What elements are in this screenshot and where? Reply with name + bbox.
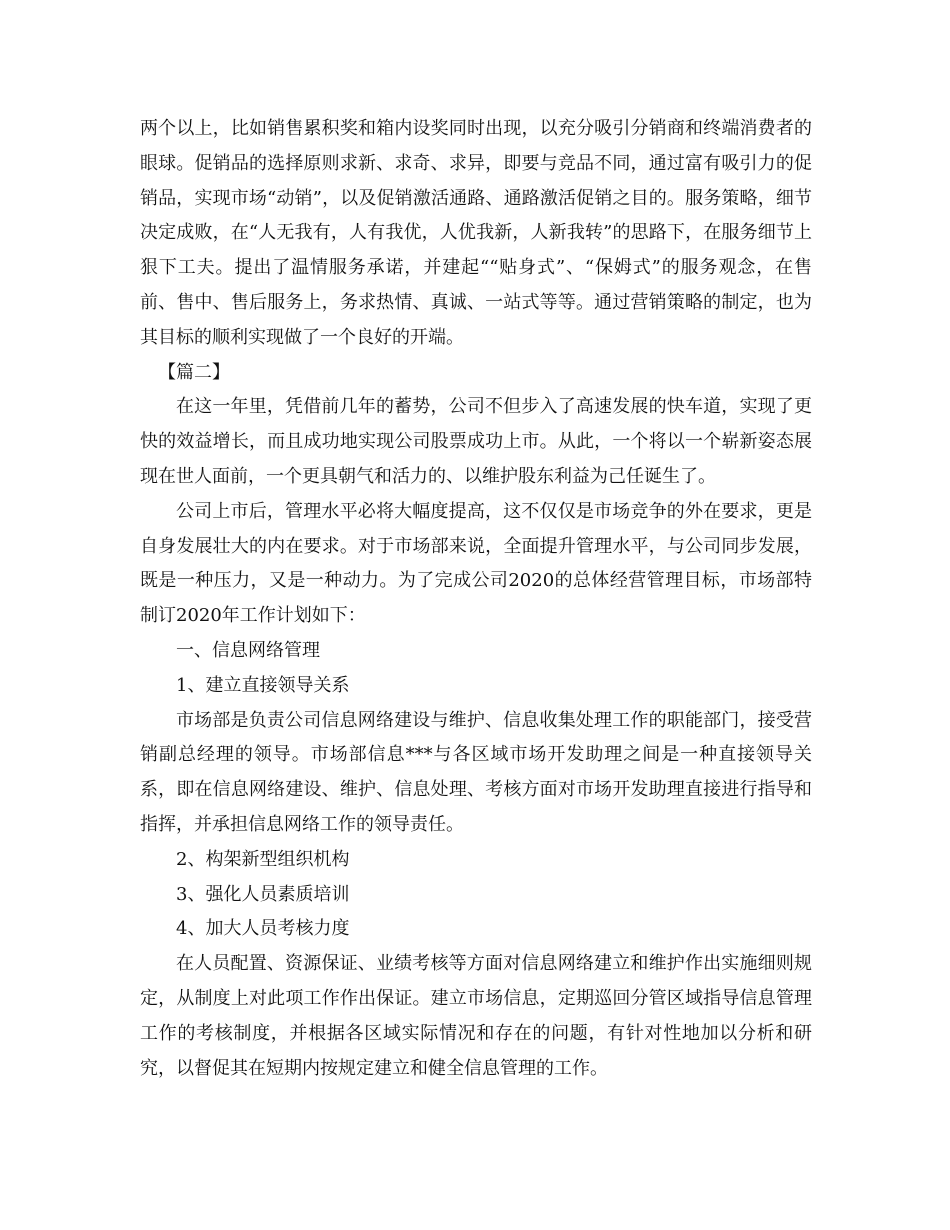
list-item-heading: 2、构架新型组织机构 <box>176 848 350 870</box>
document-body <box>140 112 812 1086</box>
list-item-heading: 一、信息网络管理 <box>176 639 320 661</box>
paragraph: 在人员配置、资源保证、业绩考核等方面对信息网络建立和维护作出实施细则规定，从制度上对此项工作作出保证。建立市场信息，定期巡回分管区域指导信息管理工作的考核制度，并根据各区域实际情况和存在的问题，有针对性地加以分析和研究，以督促其在短期内按规定建立和健全信息管理的工作。 <box>140 953 812 1079</box>
list-item-heading: 1、建立直接领导关系 <box>176 674 350 696</box>
list-item-heading: 4、加大人员考核力度 <box>176 918 350 940</box>
list-item-heading: 3、强化人员素质培训 <box>176 883 350 905</box>
section-heading: 【篇二】 <box>158 361 230 383</box>
paragraph: 市场部是负责公司信息网络建设与维护、信息收集处理工作的职能部门，接受营销副总经理的领导。市场部信息***与各区域市场开发助理之间是一种直接领导关系，即在信息网络建设、维护、信息处理、考核方面对市场开发助理直接进行指导和指挥，并承担信息网络工作的领导责任。 <box>140 709 812 835</box>
paragraph-continued: 两个以上，比如销售累积奖和箱内设奖同时出现，以充分吸引分销商和终端消费者的眼球。促销品的选择原则求新、求奇、求异，即要与竞品不同，通过富有吸引力的促销品，实现市场“动销”，以及促销激活通路、通路激活促销之目的。服务策略，细节决定成败，在“人无我有，人有我优，人优我新，人新我转”的思路下，在服务细节上狠下工夫。提出了温情服务承诺，并建起““贴身式”、“保姆式”的服务观念，在售前、售中、售后服务上，务求热情、真诚、一站式等等。通过营销策略的制定，也为其目标的顺利实现做了一个良好的开端。 <box>140 118 812 348</box>
paragraph: 公司上市后，管理水平必将大幅度提高，这不仅仅是市场竞争的外在要求，更是自身发展壮大的内在要求。对于市场部来说，全面提升管理水平，与公司同步发展，既是一种压力，又是一种动力。为了完成公司2020的总体经营管理目标，市场部特制订2020年工作计划如下： <box>140 500 812 627</box>
paragraph: 在这一年里，凭借前几年的蓄势，公司不但步入了高速发展的快车道，实现了更快的效益增长，而且成功地实现公司股票成功上市。从此，一个将以一个崭新姿态展现在世人面前，一个更具朝气和活力的、以维护股东利益为己任诞生了。 <box>140 396 812 487</box>
